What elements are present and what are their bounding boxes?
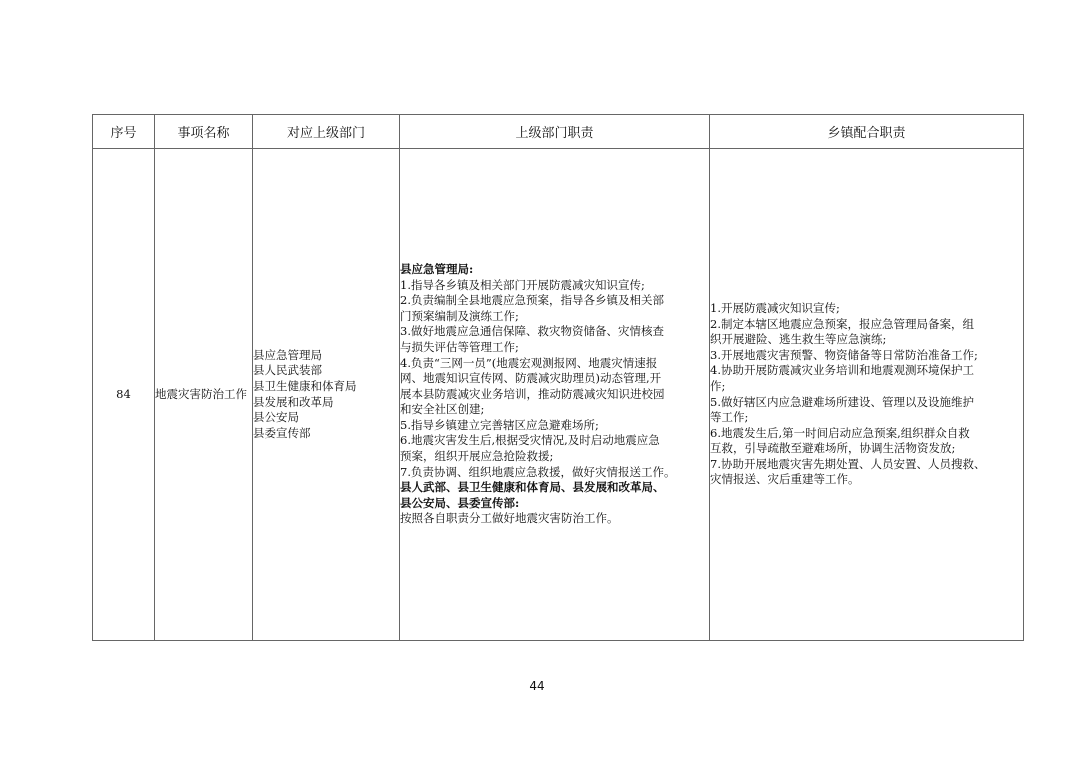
header-item-name: 事项名称 — [155, 115, 253, 149]
item-name: 地震灾害防治工作 — [155, 386, 247, 401]
upper-duty-line: 展本县防震减灾业务培训，推动防震减灾知识进校园 — [400, 386, 665, 401]
town-duty-line: 织开展避险、逃生救生等应急演练; — [710, 332, 887, 347]
upper-duty-line: 门预案编制及演练工作; — [400, 308, 519, 323]
upper-dept-item: 县人民武装部 — [253, 363, 322, 378]
header-upper-dept: 对应上级部门 — [253, 115, 400, 149]
town-duty-line: 2.制定本辖区地震应急预案，报应急管理局备案，组 — [710, 316, 974, 331]
upper-dept-item: 县应急管理局 — [253, 347, 322, 362]
town-duty-line: 灾情报送、灾后重建等工作。 — [710, 472, 860, 487]
town-duty-line: 7.协助开展地震灾害先期处置、人员安置、人员搜救、 — [710, 456, 986, 471]
upper-dept-item: 县公安局 — [253, 410, 299, 425]
row-number: 84 — [93, 149, 155, 641]
header-upper-duties: 上级部门职责 — [400, 115, 710, 149]
upper-dept-item: 县卫生健康和体育局 — [253, 378, 357, 393]
upper-duty-line: 6.地震灾害发生后,根据受灾情况,及时启动地震应急 — [400, 433, 660, 448]
upper-duty-line: 网、地震知识宣传网、防震减灾助理员)动态管理,开 — [400, 371, 662, 386]
town-duty-line: 互救，引导疏散至避难场所，协调生活物资发放; — [710, 441, 956, 456]
item-name-cell — [155, 149, 253, 641]
upper-duty-line: 3.做好地震应急通信保障、救灾物资储备、灾情核查 — [400, 324, 664, 339]
upper-duty-line: 1.指导各乡镇及相关部门开展防震减灾知识宣传; — [400, 277, 645, 292]
upper-duty-line: 与损失评估等管理工作; — [400, 339, 519, 354]
upper-duty-line: 5.指导乡镇建立完善辖区应急避难场所; — [400, 417, 599, 432]
upper-dept-item: 县委宣传部 — [253, 425, 311, 440]
upper-duty-line: 4.负责“三网一员”(地震宏观测报网、地震灾情速报 — [400, 355, 658, 370]
town-duty-line: 4.协助开展防震减灾业务培训和地震观测环境保护工 — [710, 363, 974, 378]
town-duty-line: 3.开展地震灾害预警、物资储备等日常防治准备工作; — [710, 347, 978, 362]
upper-duties-heading: 县公安局、县委宣传部: — [400, 495, 520, 510]
header-town-duties: 乡镇配合职责 — [710, 115, 1024, 149]
upper-duty-line: 预案，组织开展应急抢险救援; — [400, 449, 554, 464]
page-number: 44 — [529, 679, 545, 693]
upper-duty-line: 2.负责编制全县地震应急预案，指导各乡镇及相关部 — [400, 293, 664, 308]
upper-dept-item: 县发展和改革局 — [253, 394, 334, 409]
upper-duty-line: 7.负责协调、组织地震应急救援，做好灾情报送工作。 — [400, 464, 676, 479]
town-duties-cell — [710, 149, 1024, 641]
town-duty-line: 等工作; — [710, 410, 749, 425]
duties-table — [92, 114, 1024, 641]
upper-duties-heading: 县应急管理局: — [400, 261, 474, 276]
table-header-row — [93, 115, 1024, 149]
upper-duties-heading: 县人武部、县卫生健康和体育局、县发展和改革局、 — [400, 480, 665, 495]
upper-duty-line: 和安全社区创建; — [400, 402, 485, 417]
upper-dept-cell — [253, 149, 400, 641]
town-duty-line: 6.地震发生后,第一时间启动应急预案,组织群众自救 — [710, 425, 970, 440]
table-row — [93, 149, 1024, 641]
upper-duty-line: 按照各自职责分工做好地震灾害防治工作。 — [400, 511, 619, 526]
header-no: 序号 — [93, 115, 155, 149]
upper-duties-cell — [400, 149, 710, 641]
town-duty-line: 作; — [710, 378, 726, 393]
town-duty-line: 5.做好辖区内应急避难场所建设、管理以及设施维护 — [710, 394, 974, 409]
town-duty-line: 1.开展防震减灾知识宣传; — [710, 300, 840, 315]
